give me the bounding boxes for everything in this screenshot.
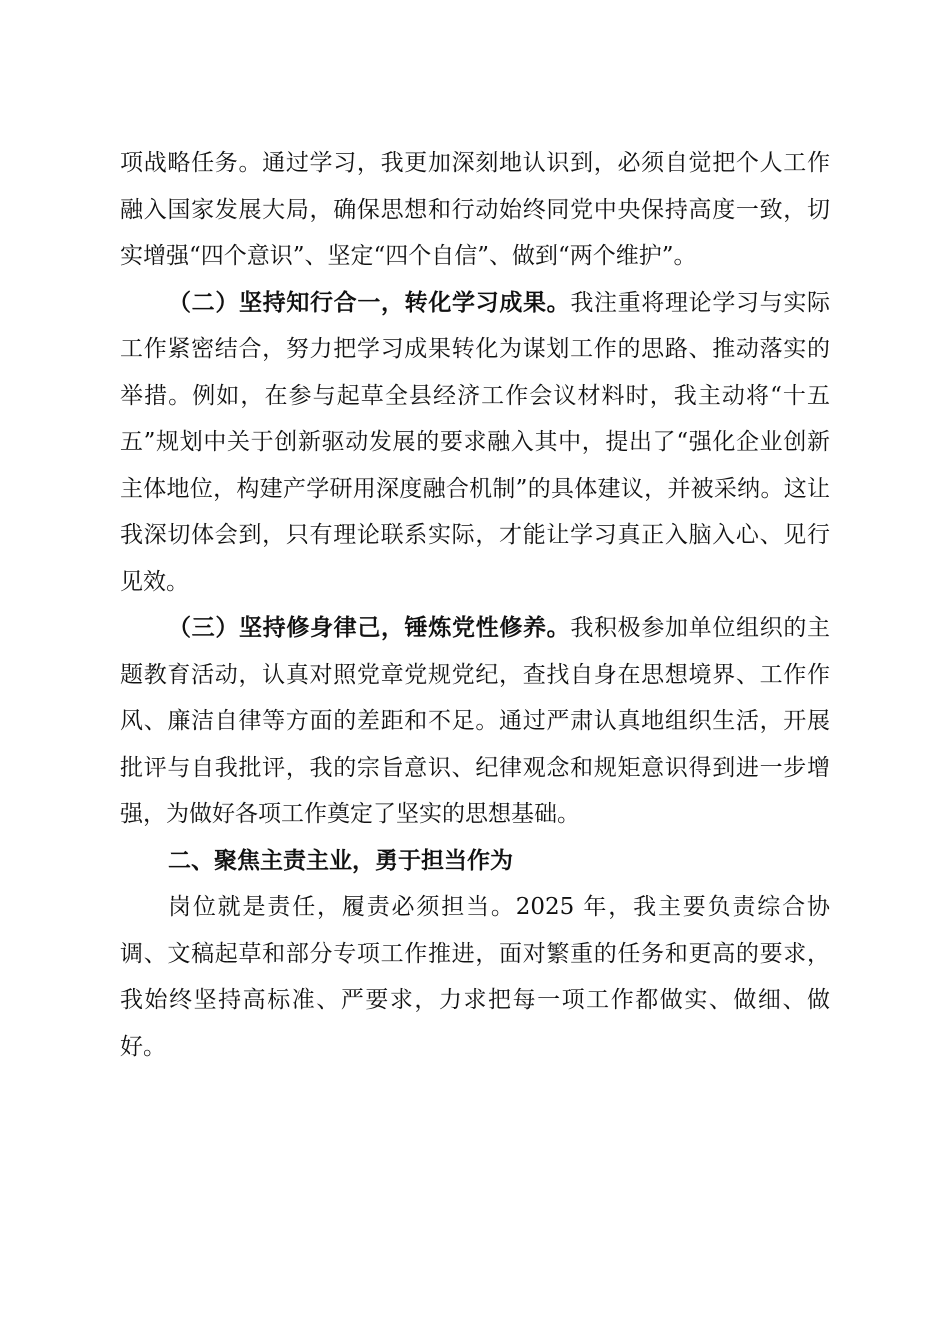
section-2-heading: 二、聚焦主责主业，勇于担当作为 [168, 847, 513, 874]
paragraph-4: 岗位就是责任，履责必须担当。2025 年，我主要负责综合协调、文稿起草和部分专项工作推进，面对繁重的任务和更高的要求，我始终坚持高标准、严要求，力求把每一项工作都做实、做细、做好。 [120, 894, 830, 1060]
paragraph-2-lead: （二）坚持知行合一，转化学习成果。 [168, 289, 571, 316]
paragraph-3-lead: （三）坚持修身律己，锤炼党性修养。 [168, 615, 571, 641]
paragraph-3-body: 我积极参加单位组织的主题教育活动，认真对照党章党规党纪，查找自身在思想境界、工作作风、廉洁自律等方面的差距和不足。通过严肃认真地组织生活，开展批评与自我批评，我的宗旨意识、纪律观念和规矩意识得到进一步增强，为做好各项工作奠定了坚实的思想基础。 [120, 615, 831, 827]
paragraph-2 [120, 280, 830, 606]
paragraph-3 [120, 605, 830, 838]
document-page [120, 140, 830, 1070]
paragraph-1: 项战略任务。通过学习，我更加深刻地认识到，必须自觉把个人工作融入国家发展大局，确保思想和行动始终同党中央保持高度一致，切实增强“四个意识”、坚定“四个自信”、做到“两个维护”。 [120, 150, 830, 269]
paragraph-2-body: 我注重将理论学习与实际工作紧密结合，努力把学习成果转化为谋划工作的思路、推动落实的举措。例如，在参与起草全县经济工作会议材料时，我主动将“十五五”规划中关于创新驱动发展的要求融入其中，提出了“强化企业创新主体地位，构建产学研用深度融合机制”的具体建议，并被采纳。这让我深切体会到，只有理论联系实际，才能让学习真正入脑入心、见行见效。 [120, 289, 831, 595]
